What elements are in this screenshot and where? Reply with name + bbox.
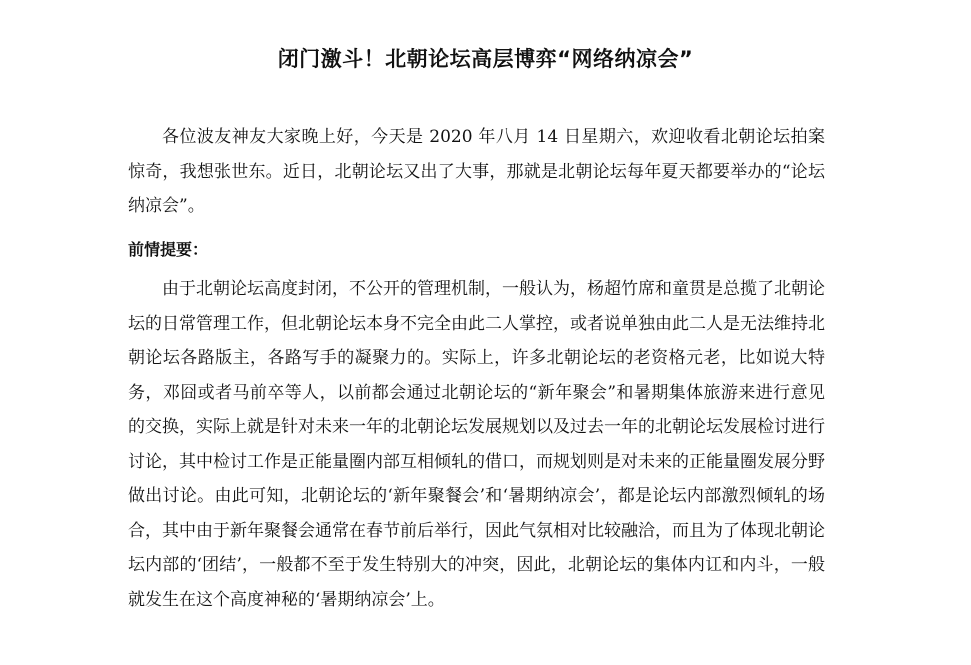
background-paragraph: 由于北朝论坛高度封闭，不公开的管理机制，一般认为，杨超竹席和童贯是总揽了北朝论坛的日常管理工作，但北朝论坛本身不完全由此二人掌控，或者说单独由此二人是无法维持北朝论坛各路版主，各路写手的凝聚力的。实际上，许多北朝论坛的老资格元老，比如说大特务，邓囧或者马前卒等人，以前都会通过北朝论坛的“新年聚会”和暑期集体旅游来进行意见的交换，实际上就是针对未来一年的北朝论坛发展规划以及过去一年的北朝论坛发展检讨进行讨论，其中检讨工作是正能量圈内部互相倾轧的借口，而规划则是对未来的正能量圈发展分野做出讨论。由此可知，北朝论坛的‘新年聚餐会’和‘暑期纳凉会’，都是论坛内部激烈倾轧的场合，其中由于新年聚餐会通常在春节前后举行，因此气氛相对比较融洽，而且为了体现北朝论坛内部的‘团结’，一般都不至于发生特别大的冲突，因此，北朝论坛的集体内讧和内斗，一般就发生在这个高度神秘的‘暑期纳凉会’上。 [128,279,825,610]
section-heading: 前情提要： [128,240,209,259]
document-title: 闭门激斗！北朝论坛高层博弈“网络纳凉会” [277,47,694,71]
intro-paragraph: 各位波友神友大家晚上好，今天是 2020 年八月 14 日星期六，欢迎收看北朝论坛拍案惊奇，我想张世东。近日，北朝论坛又出了大事，那就是北朝论坛每年夏天都要举办的“论坛纳凉会”。 [128,127,825,216]
